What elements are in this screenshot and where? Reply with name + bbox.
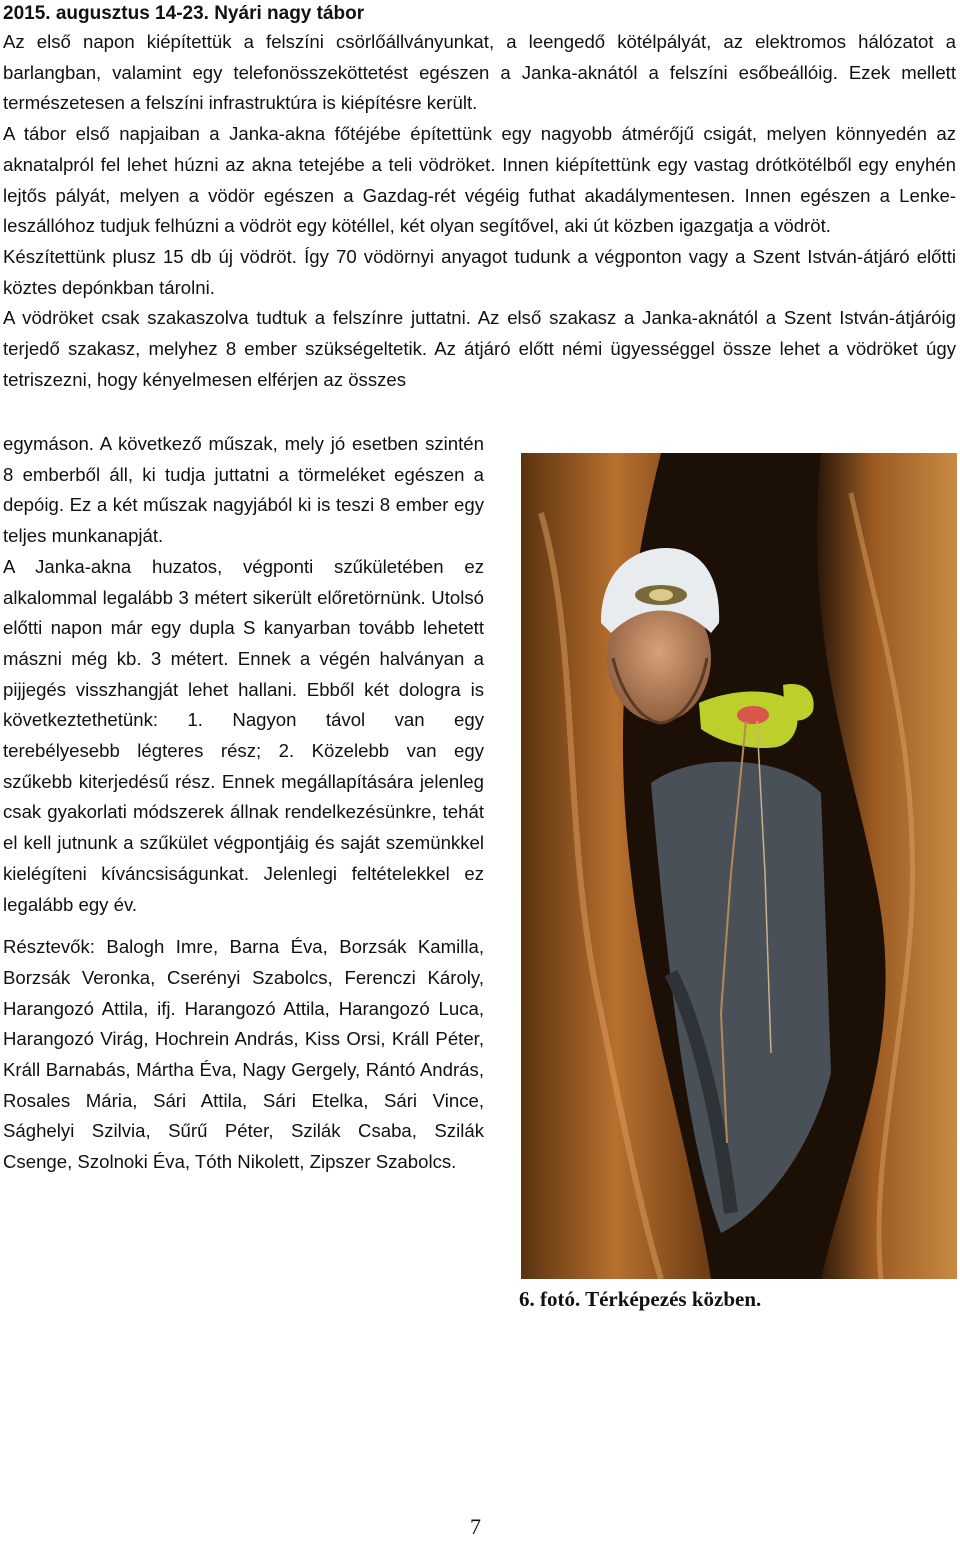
paragraph-narrowing: A Janka-akna huzatos, végponti szűkületében ez alkalommal legalább 3 métert sikerült előretörnünk. Utolsó előtti napon már egy dupla S kanyarban tovább lehetett mászni még kb. 3 métert. Ennek a végén halványan a pijjegés visszhangját lehet hallani. Ebből két dologra is következtethetünk: 1. Nagyon távol van egy terebélyesebb légteres rész; 2. Közelebb van egy szűkebb kiterjedésű rész. Ennek megállapítására jelenleg csak gyakorlati módszerek állnak rendelkezésünkre, tehát el kell jutnunk a szűkület végpontjáig és saját szemünkkel kielégíteni kíváncsiságunkat. Jelenlegi feltételekkel ez legalább egy év. [3, 555, 484, 915]
section-title: 2015. augusztus 14-23. Nyári nagy tábor [3, 3, 365, 24]
paragraph-sections: A vödröket csak szakaszolva tudtuk a felszínre juttatni. Az első szakasz a Janka-aknától a Szent István-átjáróig terjedő szakasz, melyhez 8 ember szükségeltetik. Az átjáró előtt némi ügyességgel össze lehet a vödröket úgy tetriszezni, hogy kényelmesen elférjen az összes [3, 307, 956, 390]
paragraph-pulley: A tábor első napjaiban a Janka-akna főtéjébe építettünk egy nagyobb átmérőjű csigát, melyen könnyedén az aknatalpról fel lehet húzni az akna tetejébe a teli vödröket. Innen kiépítettünk egy vastag drótkötélből egy enyhén lejtős pályát, melyen a vödör egészen a Gazdag-rét végéig futhat akadálymentesen. Innen egészen a Lenke-leszállóhoz tudjuk felhúzni a vödröt egy kötéllel, két olyan segítővel, aki út közben igazgatja a vödröt. [3, 123, 956, 237]
cave-photo [521, 453, 957, 1279]
body-text-full-width [3, 27, 956, 395]
body-text-column [3, 429, 484, 1178]
caver-in-passage-image [521, 453, 957, 1279]
paragraph-buckets: Készítettünk plusz 15 db új vödröt. Így 70 vödörnyi anyagot tudunk a végponton vagy a Szent István-átjáró előtti köztes depónkban tárolni. [3, 245, 956, 298]
paragraph-shift: egymáson. A következő műszak, mely jó esetben szintén 8 emberből áll, ki tudja juttatni a törmeléket egészen a depóig. Ez a két műszak nagyjából ki is teszi 8 ember egy teljes munkanapját. [3, 433, 484, 547]
paragraph-infrastructure: Az első napon kiépítettük a felszíni csörlőállványunkat, a leengedő kötélpályát, az elektromos hálózatot a barlangban, valamint egy telefonösszeköttetést egészen a Janka-aknától a felszíni esőbeállóig. Ezek mellett természetesen a felszíni infrastruktúra is kiépítésre került. [3, 31, 956, 114]
photo-caption: 6. fotó. Térképezés közben. [519, 1287, 762, 1311]
page-number: 7 [470, 1514, 481, 1539]
paragraph-participants: Résztevők: Balogh Imre, Barna Éva, Borzsák Kamilla, Borzsák Veronka, Cserényi Szabolcs, Ferenczi Károly, Harangozó Attila, ifj. Harangozó Attila, Harangozó Luca, Harangozó Virág, Hochrein András, Kiss Orsi, Králl Péter, Králl Barnabás, Mártha Éva, Nagy Gergely, Rántó András, Rosales Mária, Sári Attila, Sári Etelka, Sári Vince, Sághelyi Szilvia, Sűrű Péter, Szilák Csaba, Szilák Csenge, Szolnoki Éva, Tóth Nikolett, Zipszer Szabolcs. [3, 936, 484, 1173]
